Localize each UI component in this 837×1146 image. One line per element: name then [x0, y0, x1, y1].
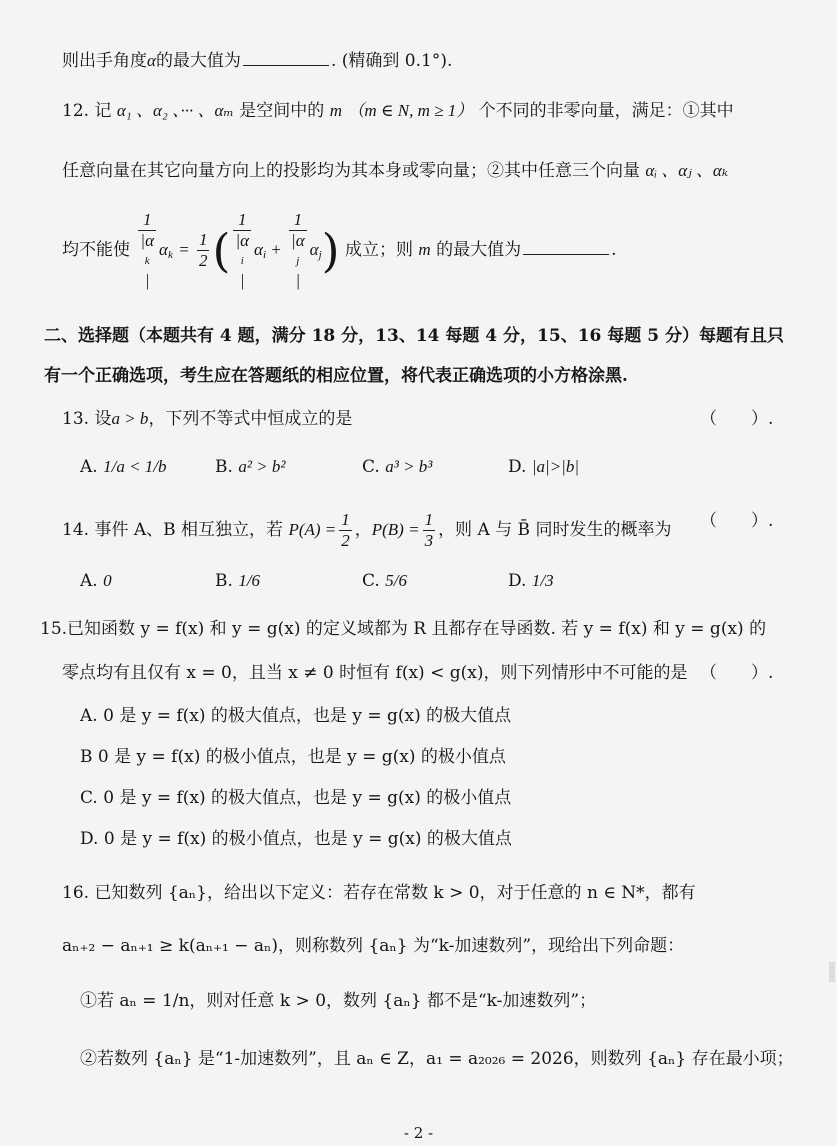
q14-pa: P(A) = — [288, 520, 337, 539]
q15-option-a[interactable]: A. 0 是 y = f(x) 的极大值点，也是 y = g(x) 的极大值点 — [80, 706, 512, 726]
section2-line2: 有一个正确选项，考生应在答题纸的相应位置，将代表正确选项的小方格涂黑. — [44, 366, 628, 386]
q12-line2 — [62, 160, 728, 182]
q16-item1: ①若 aₙ = 1/n，则对任意 k > 0，数列 {aₙ} 都不是“k-加速数列”； — [80, 991, 597, 1011]
q15-answer-paren: （ ）. — [700, 663, 774, 683]
q15-option-b[interactable]: B 0 是 y = f(x) 的极小值点，也是 y = g(x) 的极小值点 — [80, 747, 506, 767]
q15-line1: 15.已知函数 y = f(x) 和 y = g(x) 的定义域都为 R 且都存在导函数. 若 y = f(x) 和 y = g(x) 的 — [40, 619, 767, 639]
q11-alpha: α — [147, 51, 156, 70]
q16-line1: 16. 已知数列 {aₙ}，给出以下定义：若存在常数 k > 0，对于任意的 n ∈ N*，都有 — [62, 883, 696, 903]
q12-line3: 均不能使 1 |α k | $\alpha_k$ = $\frac{1}{2}$ ( 1 |α i | $\alpha_i$ + 1 |α j | $\alpha_j$) 成立；则 m 的最大值为 . — [62, 210, 617, 290]
q12-line3-m: m — [418, 240, 431, 259]
q12-line3-b: 成立；则 — [345, 240, 413, 260]
q14-option-a[interactable]: A. 0 — [80, 571, 112, 591]
scan-edge-mark — [829, 962, 835, 982]
q12-line3-a: 均不能使 — [62, 240, 130, 260]
q12-formula-half: $\frac{1}{2}$ — [198, 230, 208, 270]
q14-option-d[interactable]: D. 1/3 — [508, 571, 554, 591]
q12-answer-blank — [523, 240, 609, 255]
q11-tail-line — [62, 50, 452, 72]
q12-formula-lhs: 1 |α k | — [140, 210, 155, 290]
q14-answer-paren: （ ）. — [700, 511, 774, 531]
q11-text-c: . (精确到 0.1°). — [330, 51, 453, 71]
q12-line1-c: 个不同的非零向量，满足：①其中 — [478, 101, 734, 121]
q15-option-c[interactable]: C. 0 是 y = f(x) 的极大值点，也是 y = g(x) 的极小值点 — [80, 788, 512, 808]
q12-line3-c: 的最大值为 — [436, 240, 522, 260]
q12-line2-text: 任意向量在其它向量方向上的投影均为其本身或零向量；②其中任意三个向量 — [62, 161, 640, 181]
q15-option-d[interactable]: D. 0 是 y = f(x) 的极小值点，也是 y = g(x) 的极大值点 — [80, 829, 512, 849]
section2-line1: 二、选择题（本题共有 4 题，满分 18 分，13、14 每题 4 分，15、16 每题 5 分）每题有且只 — [44, 326, 784, 346]
q14-pb: P(B) = — [371, 520, 420, 539]
q13-number: 13. — [62, 409, 90, 429]
q15-line2: 零点均有且仅有 x = 0，且当 x ≠ 0 时恒有 f(x) < g(x)，则下列情形中不可能的是 — [62, 663, 688, 683]
q13-option-a[interactable]: A. 1/a < 1/b — [80, 457, 167, 477]
q13-option-d[interactable]: D. |a|>|b| — [508, 457, 580, 477]
q11-text-a: 则出手角度 — [62, 51, 147, 71]
q11-answer-blank — [243, 51, 329, 66]
q13-condition: a > b — [111, 409, 149, 428]
q16-line2: aₙ₊₂ − aₙ₊₁ ≥ k(aₙ₊₁ − aₙ)，则称数列 {aₙ} 为“k-加速数列”，现给出下列命题： — [62, 936, 685, 956]
q12-vector-list: α₁ 、α₂ 、··· 、αₘ — [116, 101, 234, 120]
q11-text-b: 的最大值为 — [155, 51, 241, 71]
q12-three-vectors: αᵢ 、αⱼ 、αₖ — [645, 161, 729, 180]
q13-option-c[interactable]: C. a³ > b³ — [362, 457, 433, 477]
q13-answer-paren: （ ）. — [700, 409, 774, 429]
q16-number: 16. — [62, 883, 90, 903]
q12-line1-b: 是空间中的 — [239, 101, 325, 121]
q14-number: 14. — [62, 520, 90, 540]
q14-option-b[interactable]: B. 1/6 — [215, 571, 261, 591]
q14-stem: 14. 事件 A、B 相互独立，若 P(A) = $\frac{1}{2}$ ，P(B) = $\frac{1}{3}$ ，则 A 与 B̄ 同时发生的概率为 — [62, 510, 672, 550]
q14-option-c[interactable]: C. 5/6 — [362, 571, 407, 591]
q12-m: m — [329, 101, 342, 120]
q15-number: 15. — [40, 619, 68, 639]
q12-number: 12. — [62, 101, 90, 121]
q13-stem: 13. 设a > b，下列不等式中恒成立的是 — [62, 409, 353, 429]
q16-item2: ②若数列 {aₙ} 是“1-加速数列”，且 aₙ ∈ Z，a₁ = a₂₀₂₆ = 2026，则数列 {aₙ} 存在最小项； — [80, 1049, 794, 1069]
page-number: - 2 - — [403, 1124, 434, 1142]
q12-line1 — [62, 100, 734, 122]
q13-option-b[interactable]: B. a² > b² — [215, 457, 286, 477]
q12-condition: （m ∈ N, m ≥ 1） — [347, 101, 474, 120]
q12-line1-a: 记 — [94, 101, 112, 121]
